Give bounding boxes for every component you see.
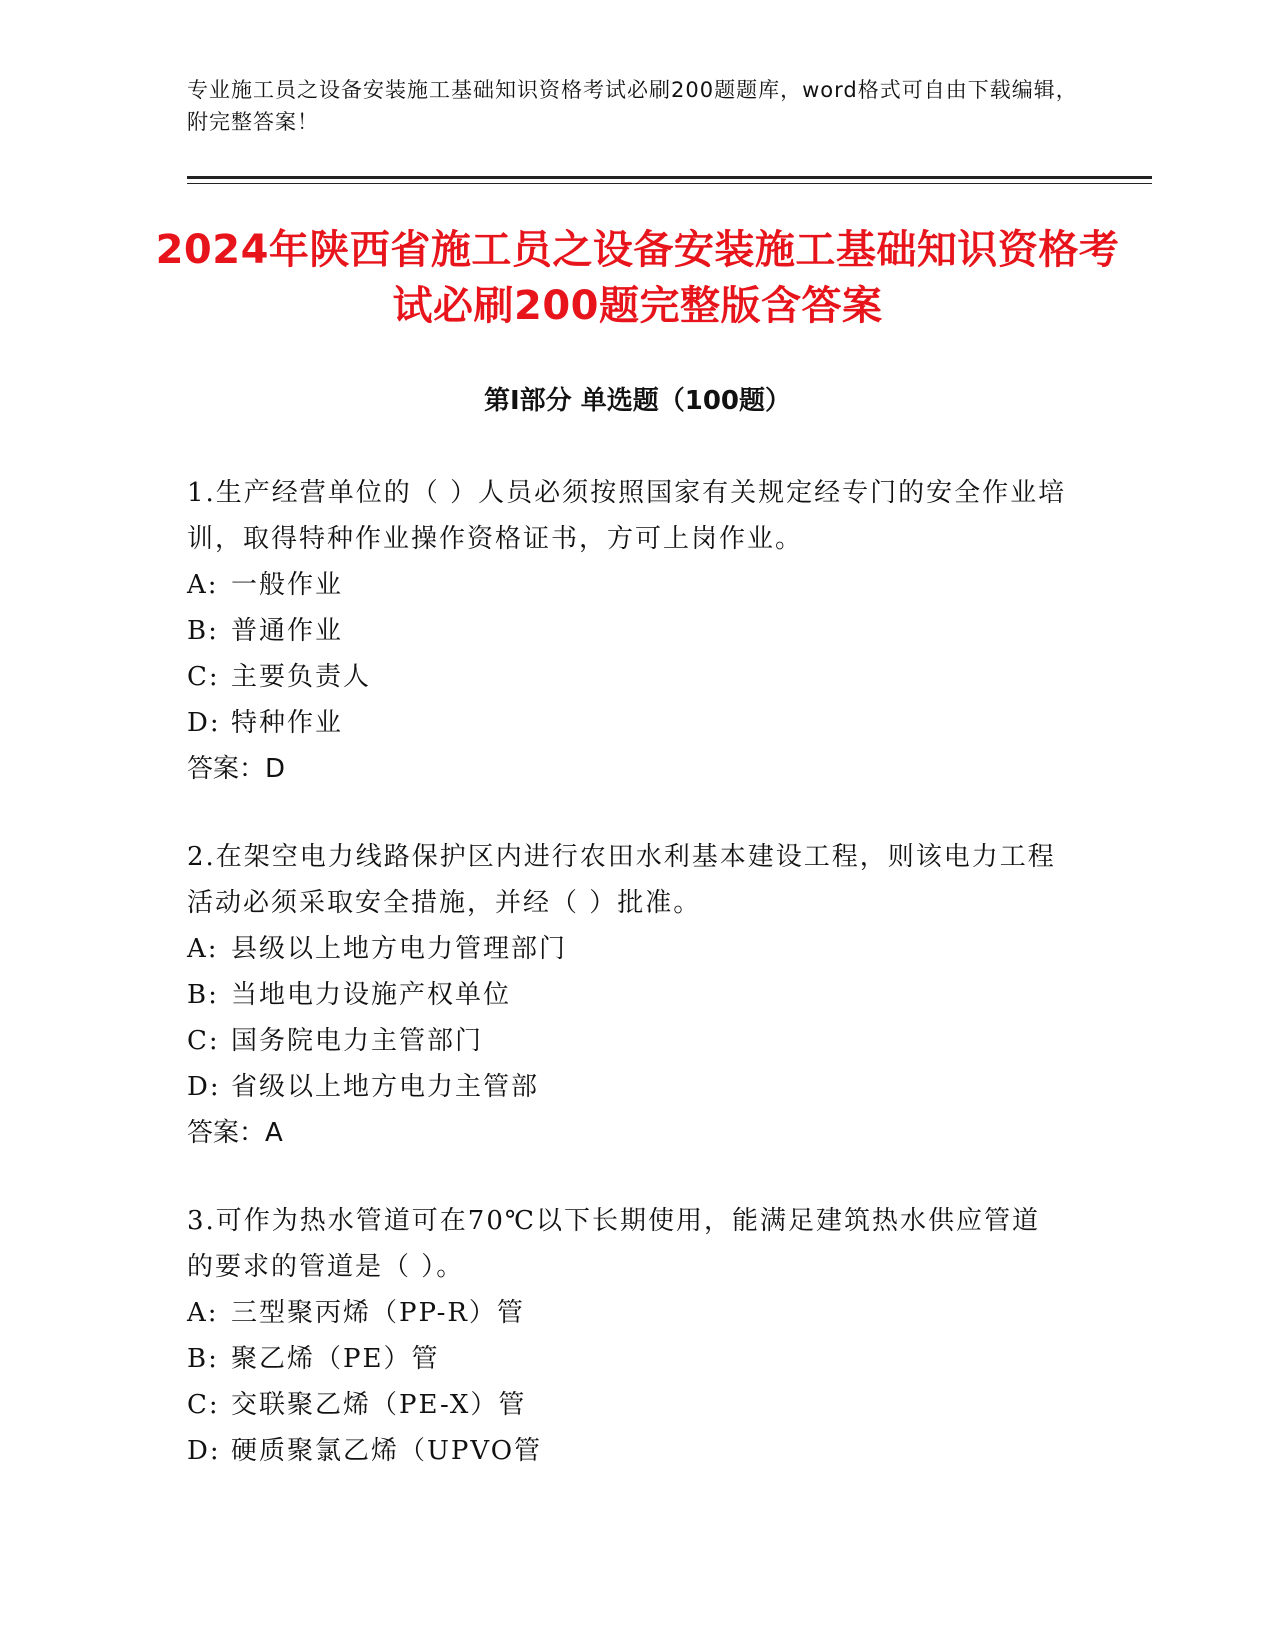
question-stem: 1.生产经营单位的（ ）人员必须按照国家有关规定经专门的安全作业培训，取得特种作业操作资格证书，方可上岗作业。 [187, 478, 1067, 554]
option-letter: C: [187, 1390, 220, 1420]
option-c [187, 1382, 1067, 1428]
option-c [187, 1018, 1067, 1064]
option-letter: B: [187, 1344, 219, 1374]
question-list [187, 470, 1067, 1516]
option-text: 主要负责人 [231, 662, 372, 692]
option-b [187, 1336, 1067, 1382]
option-text: 三型聚丙烯（PP-R）管 [231, 1298, 525, 1328]
question-3 [187, 1198, 1067, 1474]
option-letter: D: [187, 1436, 221, 1466]
option-letter: C: [187, 1026, 220, 1056]
option-d [187, 1428, 1067, 1474]
question-1 [187, 470, 1067, 792]
option-c [187, 654, 1067, 700]
option-d [187, 1064, 1067, 1110]
option-text: 硬质聚氯乙烯（UPVO管 [231, 1436, 543, 1466]
option-letter: B: [187, 616, 219, 646]
header-rule-thick [187, 176, 1152, 179]
option-text: 特种作业 [231, 708, 344, 738]
option-text: 国务院电力主管部门 [231, 1026, 484, 1056]
option-text: 普通作业 [231, 616, 344, 646]
option-text: 一般作业 [231, 570, 344, 600]
option-d [187, 700, 1067, 746]
option-letter: C: [187, 662, 220, 692]
option-text: 省级以上地方电力主管部 [231, 1072, 540, 1102]
option-b [187, 972, 1067, 1018]
option-letter: A: [187, 1298, 219, 1328]
document-title: 2024年陕西省施工员之设备安装施工基础知识资格考试必刷200题完整版含答案 [155, 227, 1120, 329]
option-a [187, 1290, 1067, 1336]
option-text: 县级以上地方电力管理部门 [231, 934, 568, 964]
option-letter: A: [187, 934, 219, 964]
answer-line: 答案：A [187, 1118, 283, 1148]
header-rule-thin [187, 183, 1152, 184]
option-letter: A: [187, 570, 219, 600]
option-text: 聚乙烯（PE）管 [231, 1344, 440, 1374]
question-2 [187, 834, 1067, 1156]
option-b [187, 608, 1067, 654]
option-letter: B: [187, 980, 219, 1010]
question-stem: 2.在架空电力线路保护区内进行农田水利基本建设工程，则该电力工程活动必须采取安全措施，并经（ ）批准。 [187, 842, 1056, 918]
option-text: 交联聚乙烯（PE-X）管 [231, 1390, 527, 1420]
section-heading: 第Ⅰ部分 单选题（100题） [484, 386, 791, 416]
answer-line: 答案：D [187, 754, 286, 784]
option-a [187, 562, 1067, 608]
option-letter: D: [187, 1072, 221, 1102]
option-a [187, 926, 1067, 972]
option-letter: D: [187, 708, 221, 738]
question-stem: 3.可作为热水管道可在70℃以下长期使用，能满足建筑热水供应管道的要求的管道是（ ）。 [187, 1206, 1040, 1282]
header-note: 专业施工员之设备安装施工基础知识资格考试必刷200题题库，word格式可自由下载编辑，附完整答案！ [187, 78, 1078, 134]
option-text: 当地电力设施产权单位 [231, 980, 512, 1010]
